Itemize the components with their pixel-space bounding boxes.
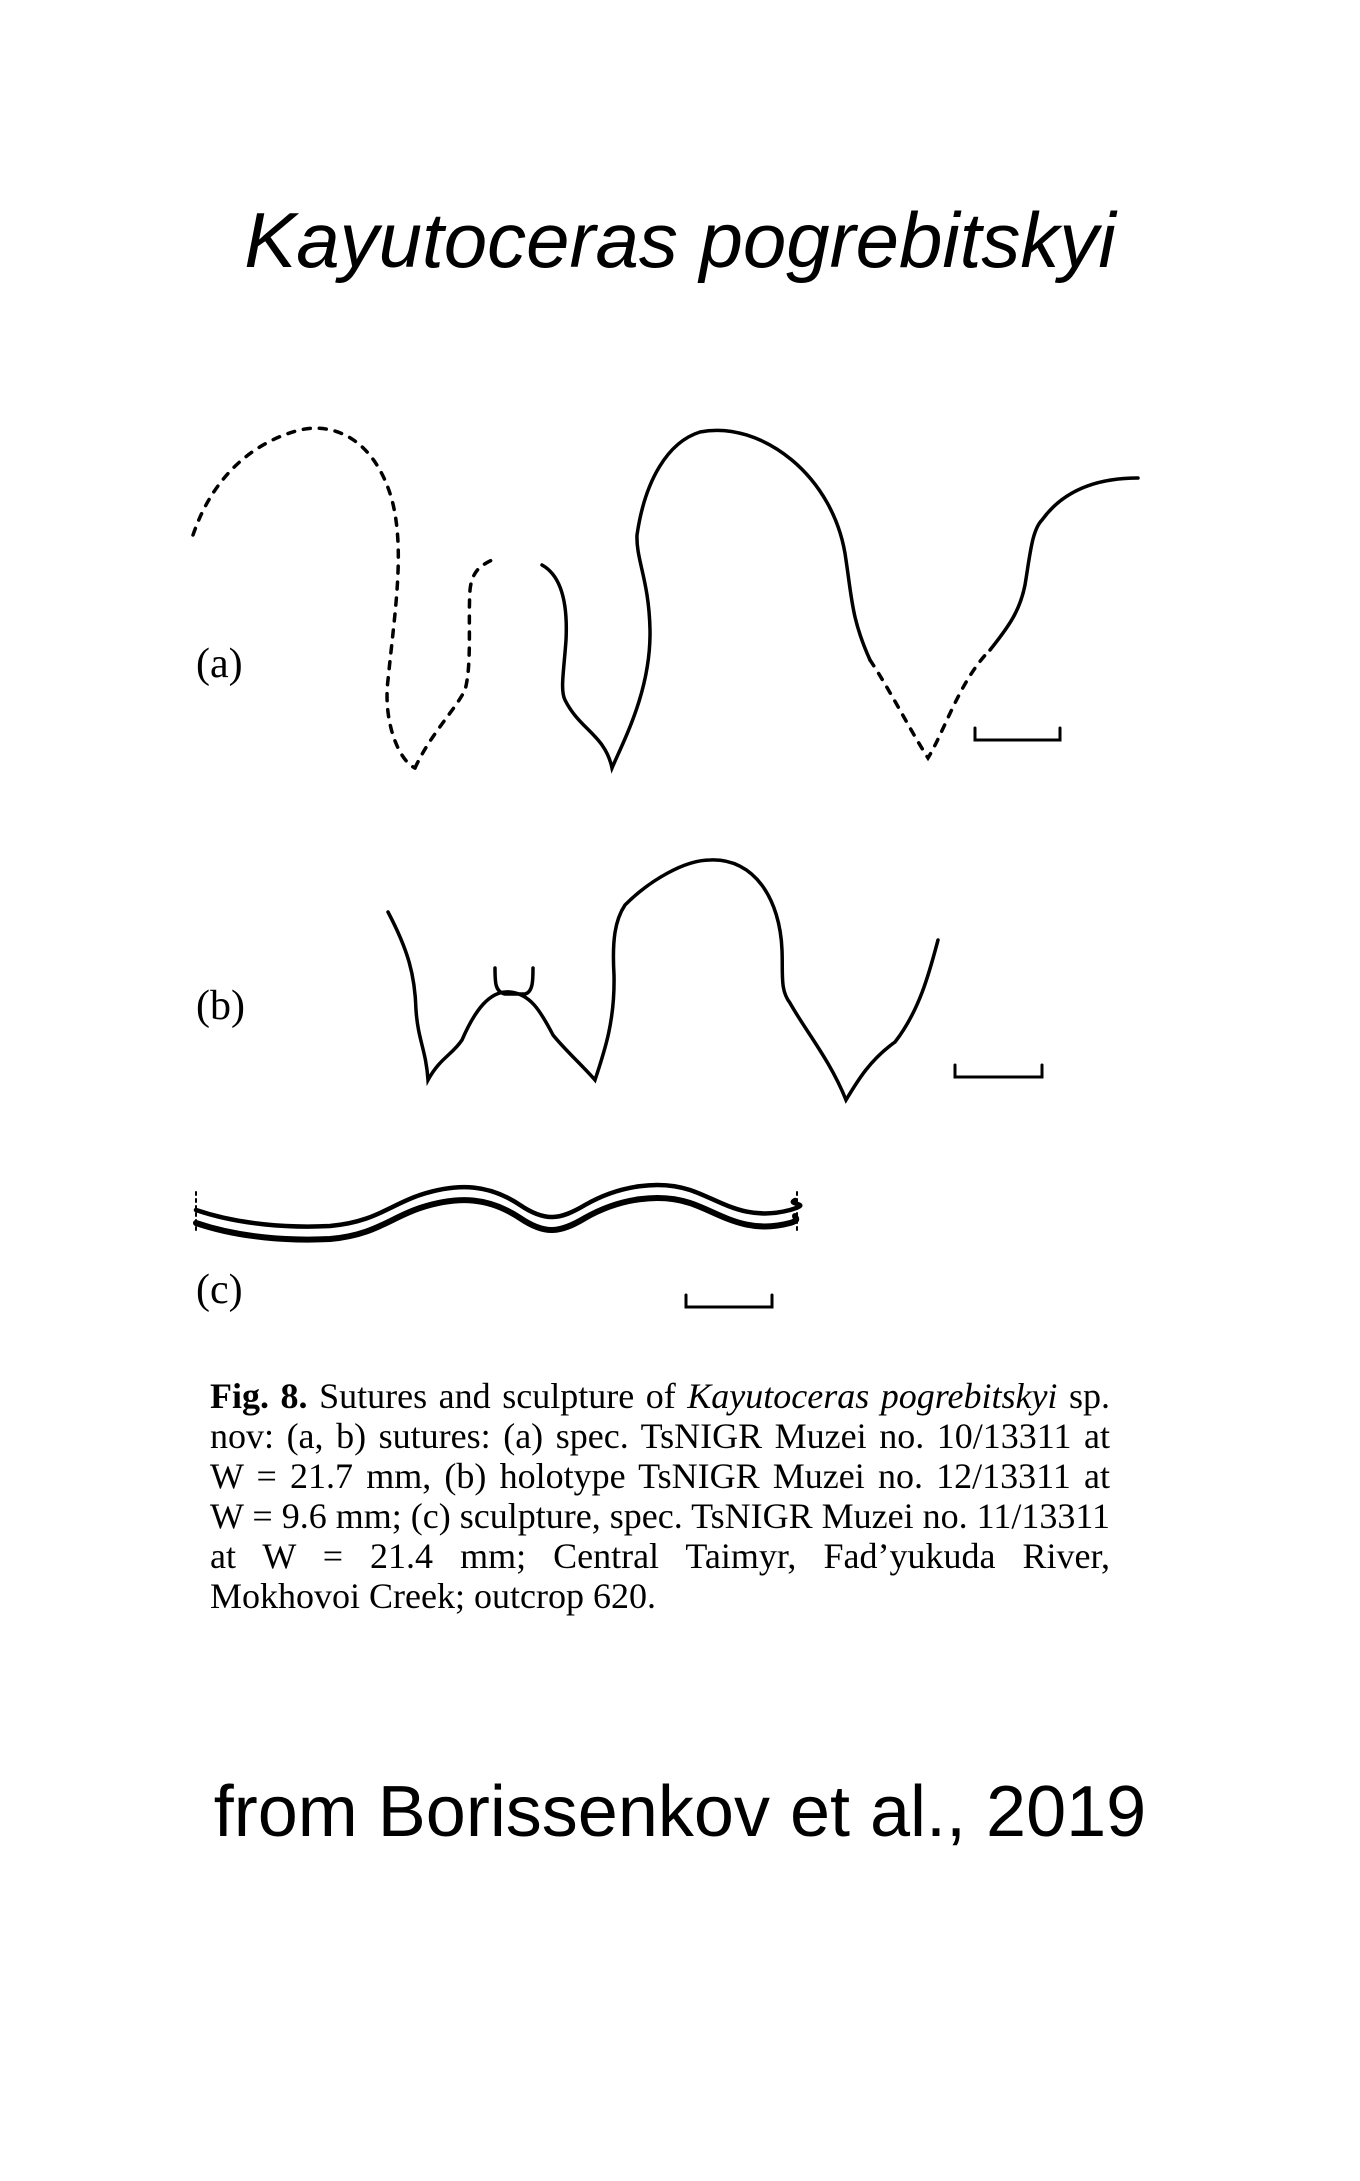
caption-fig-label: Fig. 8. xyxy=(210,1376,308,1416)
panel-label-c: (c) xyxy=(196,1267,243,1313)
caption-text-1: Sutures and sculpture of xyxy=(307,1376,688,1416)
sculpture-c-lower xyxy=(196,1198,796,1240)
suture-b-saddle-cap xyxy=(495,968,533,994)
suture-a xyxy=(193,428,1138,768)
suture-a-dashed-saddle xyxy=(193,428,415,768)
caption-species: Kayutoceras pogrebitskyi xyxy=(687,1376,1058,1416)
suture-a-solid-end xyxy=(990,478,1138,650)
suture-a-solid-main xyxy=(542,430,870,768)
caption-text-2: sp. nov: (a, b) sutures: (a) spec. TsNIGR Muzei no. 10/13311 at W = 21.7 mm, (b) holotype TsNIGR Muzei no. 12/13311 at W = 9.6 mm; (c) sculpture, spec. TsNIGR Muzei no. 11/13311 at W = 21.4 mm; Central Taimyr, Fad’yukuda River, Mokhovoi Creek; outcrop 620. xyxy=(210,1376,1111,1616)
sculpture-c xyxy=(196,1185,800,1307)
suture-b xyxy=(388,860,1042,1100)
figure-title: Kayutoceras pogrebitskyi xyxy=(244,196,1116,284)
suture-a-dashed-rise xyxy=(415,560,492,768)
panel-label-b: (b) xyxy=(196,983,245,1029)
source-citation: from Borissenkov et al., 2019 xyxy=(213,1772,1147,1852)
scale-bar-a xyxy=(975,728,1060,740)
scale-bar-b xyxy=(955,1065,1042,1077)
figure-caption xyxy=(210,1376,1110,1616)
suture-b-main xyxy=(388,860,938,1100)
panel-label-a: (a) xyxy=(196,641,243,687)
scale-bar-c xyxy=(686,1295,772,1307)
suture-a-dashed-lobe xyxy=(870,650,990,758)
